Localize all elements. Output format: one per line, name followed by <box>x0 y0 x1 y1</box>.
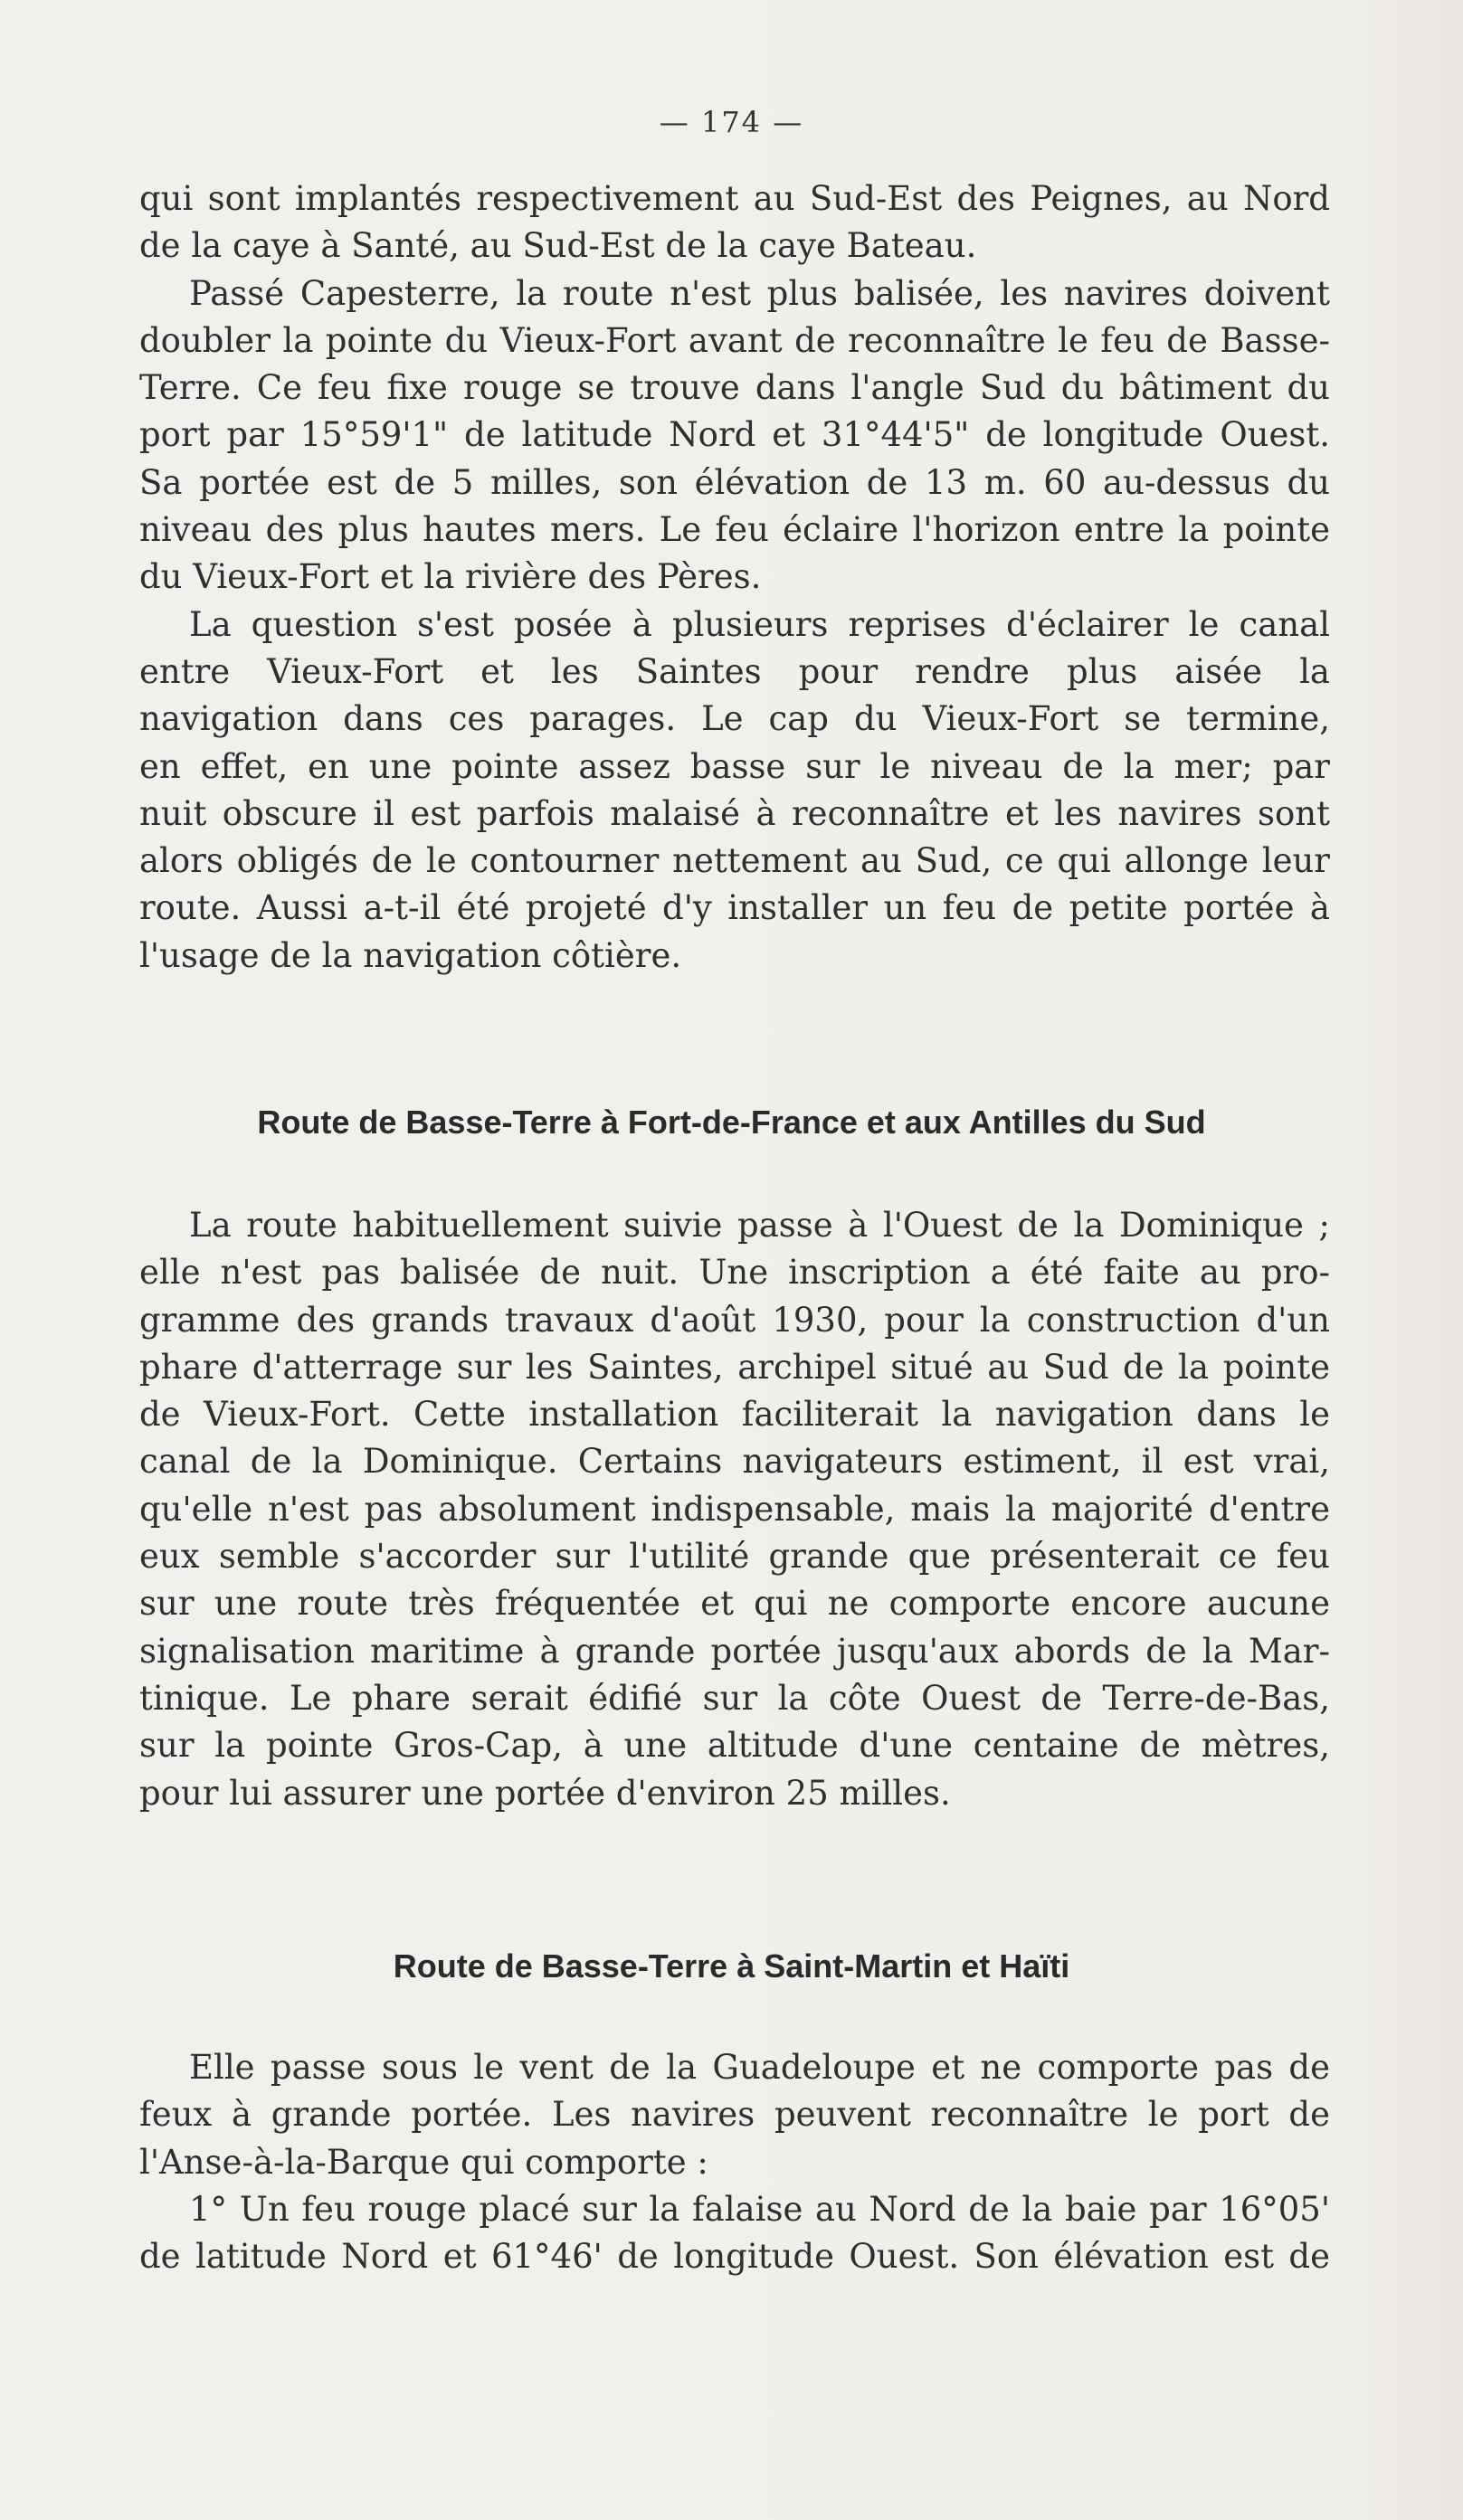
text-line: signalisation maritime à grande portée jusqu'aux abords de la Mar- <box>139 1631 1330 1671</box>
text-line: entre Vieux-Fort et les Saintes pour rendre plus aisée la <box>139 651 1330 691</box>
text-line: du Vieux-Fort et la rivière des Pères. <box>139 557 762 597</box>
text-line: Sa portée est de 5 milles, son élévation de 13 m. 60 au-dessus du <box>139 462 1330 502</box>
text-line: navigation dans ces parages. Le cap du Vieux-Fort se termine, <box>139 699 1330 739</box>
section-3-body <box>139 2044 1330 2280</box>
text-line: tinique. Le phare serait édifié sur la côte Ouest de Terre-de-Bas, <box>139 1678 1330 1718</box>
text-line: nuit obscure il est parfois malaisé à reconnaître et les navires sont <box>139 793 1330 833</box>
text-line: La question s'est posée à plusieurs reprises d'éclairer le canal <box>189 604 1330 644</box>
text-line: phare d'atterrage sur les Saintes, archipel situé au Sud de la pointe <box>139 1347 1330 1387</box>
page-number: — 174 — <box>659 105 804 139</box>
text-line: eux semble s'accorder sur l'utilité grande que présenterait ce feu <box>139 1537 1330 1577</box>
text-line: Terre. Ce feu fixe rouge se trouve dans l'angle Sud du bâtiment du <box>139 368 1330 408</box>
text-line: route. Aussi a-t-il été projeté d'y installer un feu de petite portée à <box>139 888 1330 928</box>
text-line: sur la pointe Gros-Cap, à une altitude d'une centaine de mètres, <box>139 1726 1330 1766</box>
text-line: La route habituellement suivie passe à l'Ouest de la Dominique ; <box>189 1206 1330 1245</box>
text-line: doubler la pointe du Vieux-Fort avant de reconnaître le feu de Basse- <box>139 320 1330 360</box>
text-line: sur une route très fréquentée et qui ne comporte encore aucune <box>139 1584 1330 1624</box>
text-line: alors obligés de le contourner nettement au Sud, ce qui allonge leur <box>139 841 1330 881</box>
text-line: niveau des plus hautes mers. Le feu éclaire l'horizon entre la pointe <box>139 510 1330 550</box>
text-line: Passé Capesterre, la route n'est plus balisée, les navires doivent <box>189 273 1330 313</box>
text-line: canal de la Dominique. Certains navigateurs estiment, il est vrai, <box>139 1442 1330 1482</box>
text-line: feux à grande portée. Les navires peuvent reconnaître le port de <box>139 2095 1330 2135</box>
text-line: elle n'est pas balisée de nuit. Une inscription a été faite au pro- <box>139 1253 1330 1293</box>
text-line: qu'elle n'est pas absolument indispensable, mais la majorité d'entre <box>139 1489 1330 1529</box>
text-line: qui sont implantés respectivement au Sud-Est des Peignes, au Nord <box>139 179 1330 218</box>
text-line: port par 15°59'1" de latitude Nord et 31°44'5" de longitude Ouest. <box>139 415 1330 455</box>
section-2-body <box>139 1202 1330 1817</box>
text-line: 1° Un feu rouge placé sur la falaise au Nord de la baie par 16°05' <box>189 2189 1330 2229</box>
section-1-body <box>139 175 1330 980</box>
text-line: Elle passe sous le vent de la Guadeloupe et ne comporte pas de <box>189 2048 1330 2087</box>
section-heading: Route de Basse-Terre à Fort-de-France et aux Antilles du Sud <box>257 1104 1206 1141</box>
text-line: en effet, en une pointe assez basse sur le niveau de la mer; par <box>139 746 1330 786</box>
text-line: de latitude Nord et 61°46' de longitude Ouest. Son élévation est de <box>139 2237 1330 2277</box>
text-line: l'Anse-à-la-Barque qui comporte : <box>139 2142 708 2182</box>
text-line: de la caye à Santé, au Sud-Est de la caye Bateau. <box>139 226 977 266</box>
text-line: l'usage de la navigation côtière. <box>139 935 682 975</box>
text-line: pour lui assurer une portée d'environ 25 milles. <box>139 1773 951 1813</box>
text-line: de Vieux-Fort. Cette installation faciliterait la navigation dans le <box>139 1395 1330 1435</box>
text-line: gramme des grands travaux d'août 1930, pour la construction d'un <box>139 1300 1330 1340</box>
section-heading: Route de Basse-Terre à Saint-Martin et Haïti <box>393 1947 1070 1985</box>
